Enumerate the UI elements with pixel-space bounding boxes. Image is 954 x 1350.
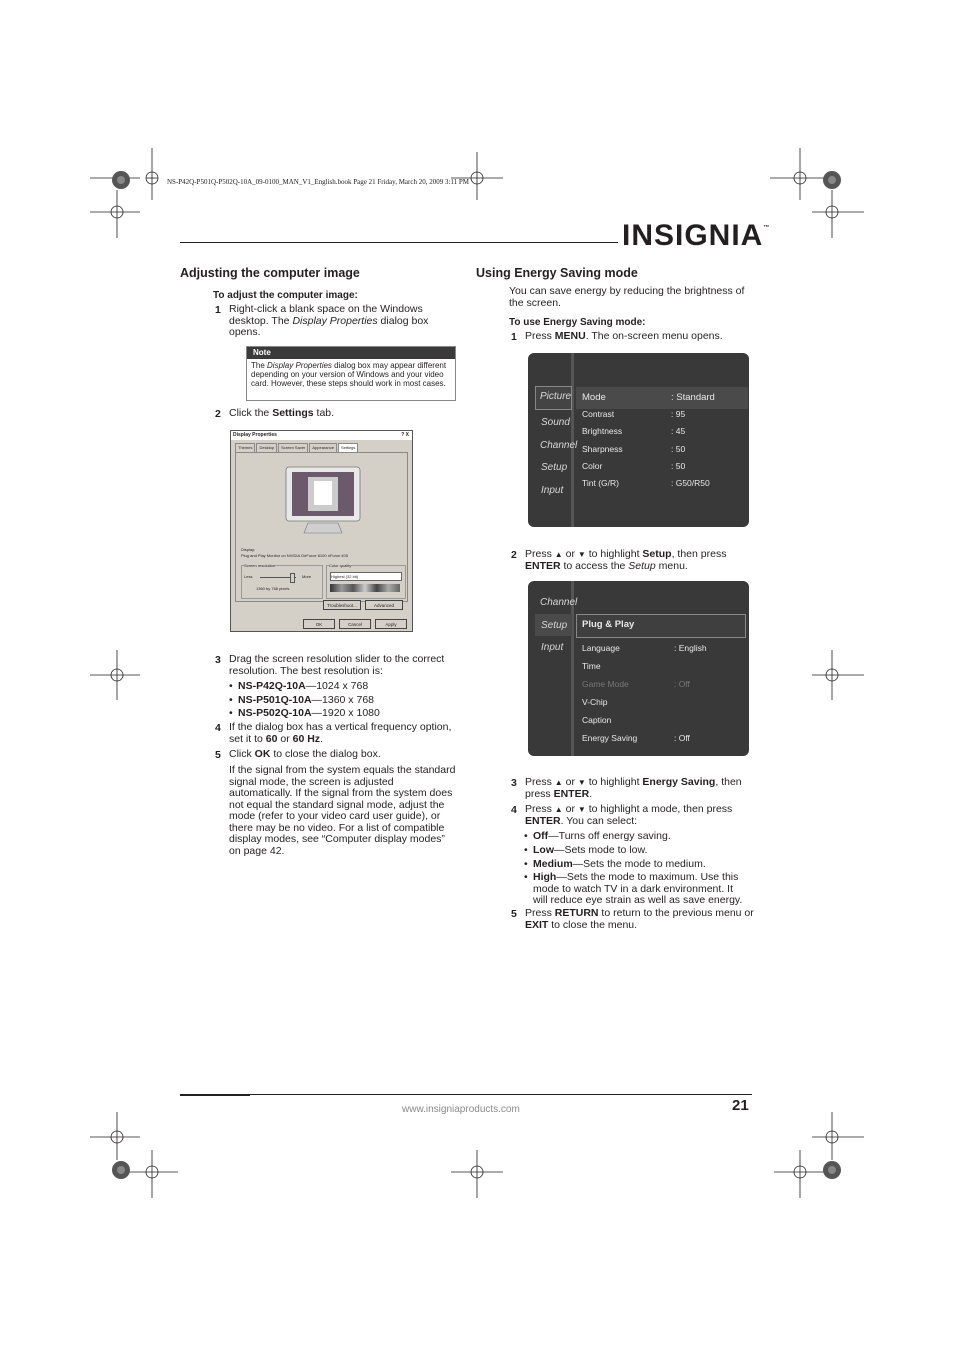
step-4-60: 60 [265,732,278,745]
mode-off-desc: —Turns off energy saving. [548,830,671,842]
tab-appearance[interactable]: Appearance [309,443,337,452]
setup-osd-menu [528,581,749,756]
up-arrow-icon: ▲ [554,778,563,787]
energy-step-3-energy-saving: Energy Saving [642,776,716,788]
step-1-number: 1 [215,304,221,316]
energy-step-5-a: Press [525,907,555,919]
advanced-button[interactable]: Advanced [365,600,403,610]
step-3-number: 3 [215,654,221,666]
side-item-sound[interactable]: Sound [541,417,570,428]
bullet-model-3-name: NS-P502Q-10A [238,707,312,719]
page-number: 21 [732,1097,749,1114]
color-quality-label: Color quality [329,563,352,568]
energy-step-4-b: to highlight a mode, then press [585,803,733,815]
trademark-mark: ™ [763,225,770,231]
side-item-picture[interactable]: Picture [540,391,572,402]
energy-step-1-a: Press [525,330,555,342]
menu-value-game-mode: : Off [674,679,690,689]
energy-step-4-d: . You can select: [560,814,638,827]
energy-step-5-e: to close the menu. [548,918,638,931]
resolution-group [241,565,323,599]
energy-step-2-number: 2 [511,549,517,561]
tab-themes[interactable]: Themes [235,443,255,452]
energy-step-4-a: Press [525,803,555,815]
energy-step-2-d: , then press [671,548,727,560]
up-arrow-icon: ▲ [554,805,563,814]
header-rule [180,242,618,243]
energy-step-3-a: Press [525,776,555,788]
right-subheading: To use Energy Saving mode: [509,317,646,328]
dialog-tabs [235,443,358,452]
mode-off [533,831,671,843]
file-slug: NS-P42Q-P501Q-P502Q-10A_09-0100_MAN_V1_English.book Page 21 Friday, March 20, 2009 3:11 PM [167,178,470,186]
note-box [246,346,456,401]
mode-low-desc: —Sets mode to low. [554,844,648,856]
ok-button[interactable]: OK [303,619,335,629]
menu-value-mode: : Standard [671,392,715,403]
menu-item-sharpness[interactable]: Sharpness [582,444,623,454]
display-properties-dialog [230,430,413,632]
step-2-number: 2 [215,408,221,420]
up-arrow-icon: ▲ [554,550,563,559]
step-5-text-a: Click [229,748,255,760]
energy-step-2-setup-em: Setup [628,559,656,572]
dialog-close-buttons[interactable]: ? X [401,432,409,438]
bullet-model-1 [238,681,368,693]
picture-osd-menu [528,353,749,527]
tab-screen-saver[interactable]: Screen Saver [278,443,308,452]
step-4-text [229,722,457,745]
step-5-text-c: to close the dialog box. [270,748,381,760]
menu-item-caption[interactable]: Caption [582,715,612,725]
side2-item-setup[interactable]: Setup [541,620,568,631]
step-3-text: Drag the screen resolution slider to the correct resolution. The best resolution is: [229,653,445,677]
step-5-text [229,749,381,761]
menu-value-sharpness: : 50 [671,444,686,454]
tab-desktop[interactable]: Desktop [256,443,277,452]
energy-step-1-menu: MENU [554,330,586,342]
dialog-title: Display Properties [233,432,277,438]
menu-item-language[interactable]: Language [582,643,620,653]
energy-step-1-text [525,331,723,343]
step-2-settings: Settings [272,407,314,419]
down-arrow-icon: ▼ [577,778,586,787]
menu-value-contrast: : 95 [671,409,686,419]
display-value: Plug and Play Monitor on NVIDIA GeForce 6100 nForce 405 [241,553,348,558]
energy-step-3-d: , then press [525,776,742,800]
energy-step-4-or: or [562,803,578,815]
footer-url: www.insigniaproducts.com [402,1104,520,1115]
apply-button[interactable]: Apply [375,619,407,629]
menu-value-brightness: : 45 [671,426,686,436]
insignia-logo [622,219,769,253]
energy-step-5-c: to return to the previous menu or [598,907,754,919]
side-item-input[interactable]: Input [541,485,564,496]
step-4-text-a: If the dialog box has a vertical frequency option, set it to [229,721,452,745]
resolution-value: 1360 by 768 pixels [256,586,290,591]
left-subheading: To adjust the computer image: [213,290,358,301]
energy-step-5-exit: EXIT [525,918,549,931]
footer-rule-thick [180,1094,250,1096]
display-label: Display: [241,547,256,552]
bullet-model-3-res: —1920 x 1080 [311,707,380,719]
side2-item-input[interactable]: Input [541,642,564,653]
menu-item-contrast[interactable]: Contrast [582,409,615,419]
right-heading: Using Energy Saving mode [476,266,638,280]
step-4-or: or [277,732,293,745]
footer-rule [180,1094,752,1095]
resolution-label: Screen resolution [244,563,276,568]
step-4-60hz: 60 Hz [292,732,321,745]
mode-medium [533,859,706,871]
bullet-model-2 [238,695,374,707]
step-5-number: 5 [215,749,221,761]
step-5-ok: OK [254,748,271,760]
mode-low-name: Low [533,844,554,856]
right-intro: You can save energy by reducing the brightness of the screen. [509,285,745,309]
energy-step-4-enter: ENTER [525,814,561,827]
resolution-less: Less [244,574,253,579]
cancel-button[interactable]: Cancel [339,619,371,629]
energy-step-3-f: . [589,787,593,800]
left-heading: Adjusting the computer image [180,266,360,280]
step-1-text-a: Right-click a blank space on the Windows desktop. The [229,303,423,327]
color-group [326,565,406,599]
signal-paragraph: If the signal from the system equals the standard signal mode, the screen is adjusted automatically. If the signal from the system does not equal the standard signal mode, adjust the mode (refer to your video card user guide), or there may be no video. For a list of compatible display modes, see “Computer display modes” on page 42. [229,764,456,857]
step-2-text-c: tab. [313,407,335,419]
energy-step-3-b: to highlight [585,776,643,788]
monitor-preview-icon [284,465,362,535]
side-item-setup[interactable]: Setup [541,462,568,473]
troubleshoot-button[interactable]: Troubleshoot... [323,600,361,610]
menu-item-plug-play[interactable]: Plug & Play [582,619,635,630]
color-swatch-bar [330,584,400,592]
step-1-emphasis: Display Properties [292,314,378,327]
bullet-model-3 [238,708,380,720]
dialog-title-bar [231,431,412,440]
mode-high-desc: —Sets the mode to maximum. Use this mode to watch TV in a dark environment. It will reduce eye strain as well as save energy. [533,871,743,906]
mode-low [533,845,647,857]
step-2-text-a: Click the [229,407,273,419]
bullet-model-1-res: —1024 x 768 [305,680,369,692]
energy-step-1-number: 1 [511,331,517,343]
energy-step-2-or: or [562,548,578,560]
color-quality-select[interactable]: Highest (32 bit) [330,572,402,581]
resolution-more: More [302,574,312,579]
energy-step-4-number: 4 [511,804,517,816]
resolution-slider-thumb[interactable] [290,573,295,583]
mode-medium-desc: —Sets the mode to medium. [572,858,706,870]
settings-panel [235,452,408,602]
logo-text: INSIGNIA [622,219,764,252]
energy-step-2-f: to access the [560,559,629,572]
bullet-model-1-name: NS-P42Q-10A [238,680,306,692]
down-arrow-icon: ▼ [577,550,586,559]
energy-step-5-return: RETURN [554,907,599,919]
energy-step-4-text [525,804,753,827]
menu-value-color: : 50 [671,461,686,471]
energy-step-2-b: to highlight [585,548,643,560]
menu-item-tint[interactable]: Tint (G/R) [582,478,619,488]
menu-value-language: : English [674,643,707,653]
side-item-channel[interactable]: Channel [540,440,578,451]
energy-step-5-text [525,908,755,931]
energy-step-3-text [525,777,753,800]
step-1-text-b: dialog box opens. [229,314,429,338]
menu-value-energy-saving: : Off [674,733,690,743]
menu-item-mode[interactable]: Mode [582,392,606,403]
energy-step-3-or: or [562,776,578,788]
energy-step-1-c: . The on-screen menu opens. [585,330,723,342]
step-2-text [229,408,334,420]
down-arrow-icon: ▼ [577,805,586,814]
menu-value-tint: : G50/R50 [671,478,710,488]
menu-item-color[interactable]: Color [582,461,603,471]
energy-step-2-text [525,549,753,572]
step-4-period: . [320,732,323,745]
menu-item-game-mode: Game Mode [582,679,629,689]
tab-settings[interactable]: Settings [338,443,358,452]
energy-step-2-h: menu. [655,559,688,572]
energy-step-3-enter: ENTER [553,787,590,800]
mode-high-name: High [533,871,557,883]
note-label: Note [247,347,455,359]
note-text [251,361,451,388]
energy-step-3-number: 3 [511,777,517,789]
note-text-a: The [251,361,268,370]
step-1-text [229,304,457,339]
note-emphasis: Display Properties [267,361,332,370]
menu-item-vchip[interactable]: V-Chip [582,697,608,707]
energy-step-5-number: 5 [511,908,517,920]
energy-step-2-enter: ENTER [525,559,561,572]
energy-step-2-setup: Setup [642,548,672,560]
bullet-model-2-res: —1360 x 768 [311,694,374,706]
note-text-b: dialog box may appear different depending on your version of Windows and your video card. However, these steps should work in most cases. [251,361,447,388]
side2-item-channel[interactable]: Channel [540,597,578,608]
menu-item-energy-saving[interactable]: Energy Saving [582,733,638,743]
energy-step-2-a: Press [525,548,555,560]
mode-high [533,872,748,907]
menu-item-brightness[interactable]: Brightness [582,426,623,436]
mode-off-name: Off [533,830,549,842]
menu-item-time[interactable]: Time [582,661,601,671]
step-4-number: 4 [215,722,221,734]
bullet-model-2-name: NS-P501Q-10A [238,694,312,706]
mode-medium-name: Medium [533,858,573,870]
